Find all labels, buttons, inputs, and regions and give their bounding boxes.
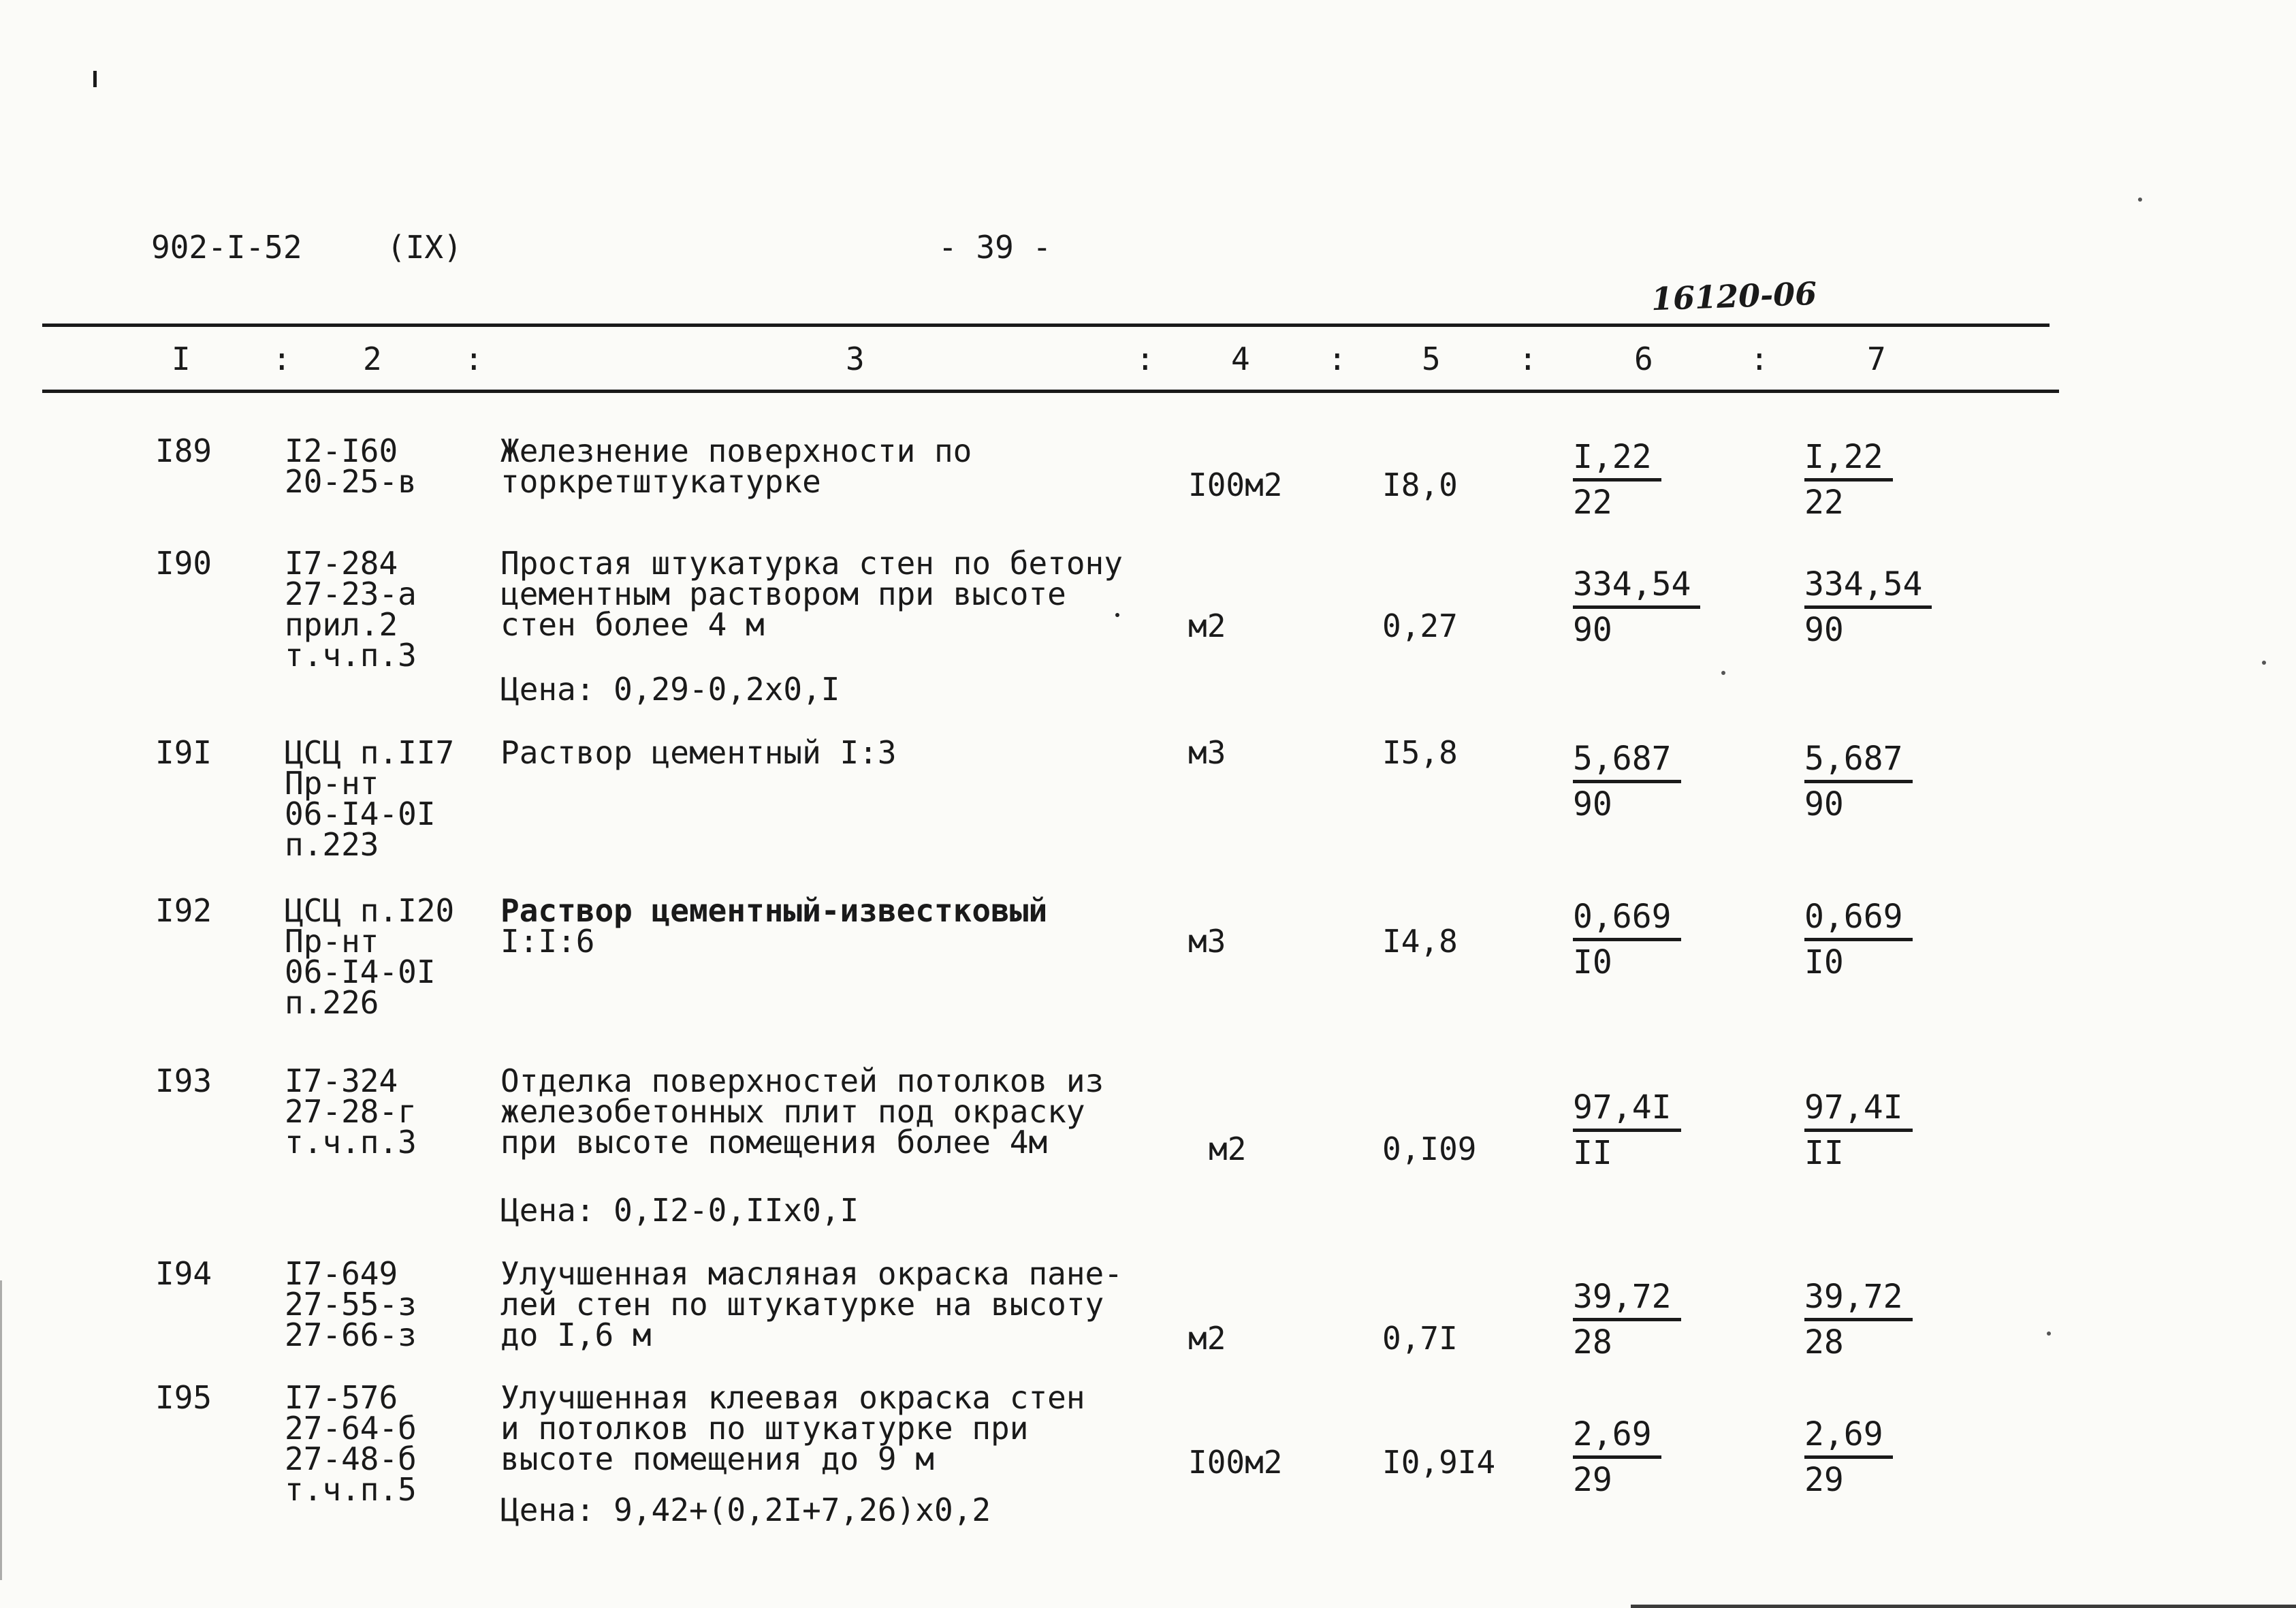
description-line: Раствор цементный I:3 bbox=[500, 734, 897, 771]
price-fraction-col7 bbox=[1804, 896, 1913, 983]
description-line: Отделка поверхностей потолков из bbox=[500, 1062, 1104, 1099]
column-header-5: 5 bbox=[1422, 341, 1441, 377]
norm-code-line: т.ч.п.3 bbox=[285, 1124, 417, 1161]
fraction-numerator: 2,69 bbox=[1804, 1413, 1893, 1459]
norm-code-line: 27-55-з bbox=[285, 1286, 417, 1323]
fraction-numerator: 97,4I bbox=[1804, 1086, 1913, 1132]
price-fraction-col7 bbox=[1804, 1276, 1913, 1363]
unit: м2 bbox=[1209, 1131, 1247, 1167]
fraction-denominator: I0 bbox=[1804, 943, 1844, 981]
unit: м3 bbox=[1188, 923, 1226, 960]
column-separator: : bbox=[1136, 341, 1155, 377]
price-fraction-col6 bbox=[1573, 436, 1661, 524]
unit: I00м2 bbox=[1188, 467, 1283, 503]
fraction-numerator: 0,669 bbox=[1573, 896, 1681, 941]
description-line: I:I:6 bbox=[500, 923, 595, 960]
top-rule bbox=[42, 324, 2050, 327]
norm-code-line: ЦСЦ п.I20 bbox=[285, 892, 455, 929]
price-fraction-col6 bbox=[1573, 1086, 1681, 1174]
document-part: (IX) bbox=[387, 229, 462, 266]
quantity: I0,9I4 bbox=[1382, 1444, 1496, 1481]
price-fraction-col7 bbox=[1804, 436, 1893, 524]
norm-code-line: 27-66-з bbox=[285, 1317, 417, 1353]
price-fraction-col6 bbox=[1573, 1276, 1681, 1363]
norm-code-line: Пр-нт bbox=[285, 923, 379, 960]
norm-code-line: 27-64-б bbox=[285, 1410, 417, 1447]
fraction-numerator: 5,687 bbox=[1804, 738, 1913, 783]
fraction-denominator: 28 bbox=[1573, 1323, 1612, 1361]
unit: I00м2 bbox=[1188, 1444, 1283, 1481]
document-code: 902-I-52 bbox=[151, 229, 302, 266]
quantity: I8,0 bbox=[1382, 467, 1458, 503]
norm-code-line: 06-I4-0I bbox=[285, 953, 436, 990]
fraction-denominator: 22 bbox=[1804, 484, 1844, 522]
fraction-denominator: 22 bbox=[1573, 484, 1612, 522]
norm-code-line: т.ч.п.5 bbox=[285, 1471, 417, 1508]
fraction-numerator: 39,72 bbox=[1573, 1276, 1681, 1321]
scan-speck bbox=[2138, 198, 2142, 202]
header-rule bbox=[42, 390, 2059, 393]
quantity: 0,7I bbox=[1382, 1320, 1458, 1357]
unit: м2 bbox=[1188, 1320, 1226, 1357]
price-fraction-col6 bbox=[1573, 563, 1700, 651]
fraction-numerator: 5,687 bbox=[1573, 738, 1681, 783]
norm-code-line: I7-576 bbox=[285, 1379, 398, 1416]
quantity: I5,8 bbox=[1382, 734, 1458, 771]
fraction-denominator: 90 bbox=[1573, 785, 1612, 823]
description-line: железобетонных плит под окраску bbox=[500, 1093, 1085, 1130]
description-line: Улучшенная масляная окраска пане- bbox=[500, 1255, 1123, 1292]
norm-code-line: п.226 bbox=[285, 984, 379, 1021]
page-number: - 39 - bbox=[938, 229, 1052, 266]
unit: м3 bbox=[1188, 734, 1226, 771]
fraction-numerator: 0,669 bbox=[1804, 896, 1913, 941]
fraction-numerator: 334,54 bbox=[1573, 563, 1700, 609]
price-note: Цена: 0,29-0,2х0,I bbox=[500, 671, 840, 708]
row-number: I90 bbox=[155, 545, 212, 582]
norm-code-line: 20-25-в bbox=[285, 463, 417, 500]
price-fraction-col7 bbox=[1804, 738, 1913, 825]
description-line: Раствор цементный-известковый bbox=[500, 892, 1048, 929]
description-line: Улучшенная клеевая окраска стен bbox=[500, 1379, 1085, 1416]
price-fraction-col7 bbox=[1804, 563, 1932, 651]
description-line: при высоте помещения более 4м bbox=[500, 1124, 1048, 1161]
row-number: I94 bbox=[155, 1255, 212, 1292]
scan-mark bbox=[93, 71, 97, 87]
scan-speck bbox=[2047, 1331, 2051, 1336]
norm-code-line: I7-284 bbox=[285, 545, 398, 582]
fraction-numerator: 97,4I bbox=[1573, 1086, 1681, 1132]
column-header-2: 2 bbox=[363, 341, 382, 377]
fraction-numerator: 334,54 bbox=[1804, 563, 1932, 609]
fraction-denominator: 90 bbox=[1573, 611, 1612, 649]
norm-code-line: 27-23-а bbox=[285, 576, 417, 612]
quantity: 0,27 bbox=[1382, 608, 1458, 644]
fraction-numerator: I,22 bbox=[1804, 436, 1893, 482]
description-line: Железнение поверхности по bbox=[500, 432, 972, 469]
description-line: лей стен по штукатурке на высоту bbox=[500, 1286, 1104, 1323]
quantity: I4,8 bbox=[1382, 923, 1458, 960]
norm-code-line: прил.2 bbox=[285, 606, 398, 643]
description-line: Простая штукатурка стен по бетону bbox=[500, 545, 1123, 582]
column-header-4: 4 bbox=[1231, 341, 1250, 377]
fraction-numerator: I,22 bbox=[1573, 436, 1661, 482]
row-number: I9I bbox=[155, 734, 212, 771]
scan-speck bbox=[1115, 613, 1119, 617]
fraction-denominator: II bbox=[1804, 1134, 1844, 1172]
fraction-denominator: 29 bbox=[1573, 1461, 1612, 1499]
norm-code-line: I7-324 bbox=[285, 1062, 398, 1099]
fraction-denominator: 29 bbox=[1804, 1461, 1844, 1499]
scan-speck bbox=[1721, 671, 1725, 675]
scan-speck bbox=[2262, 661, 2266, 665]
column-header-7: 7 bbox=[1867, 341, 1886, 377]
norm-code-line: п.223 bbox=[285, 826, 379, 863]
fraction-denominator: I0 bbox=[1573, 943, 1612, 981]
unit: м2 bbox=[1188, 608, 1226, 644]
fraction-denominator: II bbox=[1573, 1134, 1612, 1172]
fraction-denominator: 90 bbox=[1804, 785, 1844, 823]
norm-code-line: т.ч.п.3 bbox=[285, 637, 417, 674]
fraction-numerator: 2,69 bbox=[1573, 1413, 1661, 1459]
column-header-6: 6 bbox=[1634, 341, 1653, 377]
norm-code-line: I2-I60 bbox=[285, 432, 398, 469]
column-separator: : bbox=[464, 341, 483, 377]
fraction-denominator: 90 bbox=[1804, 611, 1844, 649]
column-separator: : bbox=[1328, 341, 1347, 377]
left-edge-shadow bbox=[0, 1280, 2, 1580]
price-note: Цена: 9,42+(0,2I+7,26)х0,2 bbox=[500, 1492, 991, 1528]
fraction-denominator: 28 bbox=[1804, 1323, 1844, 1361]
norm-code-line: I7-649 bbox=[285, 1255, 398, 1292]
price-fraction-col6 bbox=[1573, 896, 1681, 983]
fraction-numerator: 39,72 bbox=[1804, 1276, 1913, 1321]
row-number: I95 bbox=[155, 1379, 212, 1416]
description-line: стен более 4 м bbox=[500, 606, 765, 643]
price-fraction-col7 bbox=[1804, 1413, 1893, 1501]
handwritten-code: 16120-06 bbox=[1651, 274, 1818, 318]
description-line: и потолков по штукатурке при bbox=[500, 1410, 1029, 1447]
column-separator: : bbox=[1518, 341, 1537, 377]
norm-code-line: ЦСЦ п.II7 bbox=[285, 734, 455, 771]
price-fraction-col6 bbox=[1573, 1413, 1661, 1501]
row-number: I93 bbox=[155, 1062, 212, 1099]
norm-code-line: 27-48-б bbox=[285, 1440, 417, 1477]
description-line: высоте помещения до 9 м bbox=[500, 1440, 934, 1477]
price-fraction-col6 bbox=[1573, 738, 1681, 825]
norm-code-line: 06-I4-0I bbox=[285, 795, 436, 832]
bottom-edge-shadow bbox=[1631, 1605, 2296, 1608]
price-note: Цена: 0,I2-0,IIх0,I bbox=[500, 1192, 859, 1229]
description-line: цементным раствором при высоте bbox=[500, 576, 1066, 612]
norm-code-line: 27-28-г bbox=[285, 1093, 417, 1130]
column-separator: : bbox=[272, 341, 291, 377]
norm-code-line: Пр-нт bbox=[285, 765, 379, 802]
column-header-3: 3 bbox=[846, 341, 865, 377]
row-number: I92 bbox=[155, 892, 212, 929]
description-line: торкретштукатурке bbox=[500, 463, 821, 500]
price-fraction-col7 bbox=[1804, 1086, 1913, 1174]
column-separator: : bbox=[1750, 341, 1769, 377]
quantity: 0,I09 bbox=[1382, 1131, 1477, 1167]
column-header-1: I bbox=[172, 341, 191, 377]
row-number: I89 bbox=[155, 432, 212, 469]
description-line: до I,6 м bbox=[500, 1317, 652, 1353]
